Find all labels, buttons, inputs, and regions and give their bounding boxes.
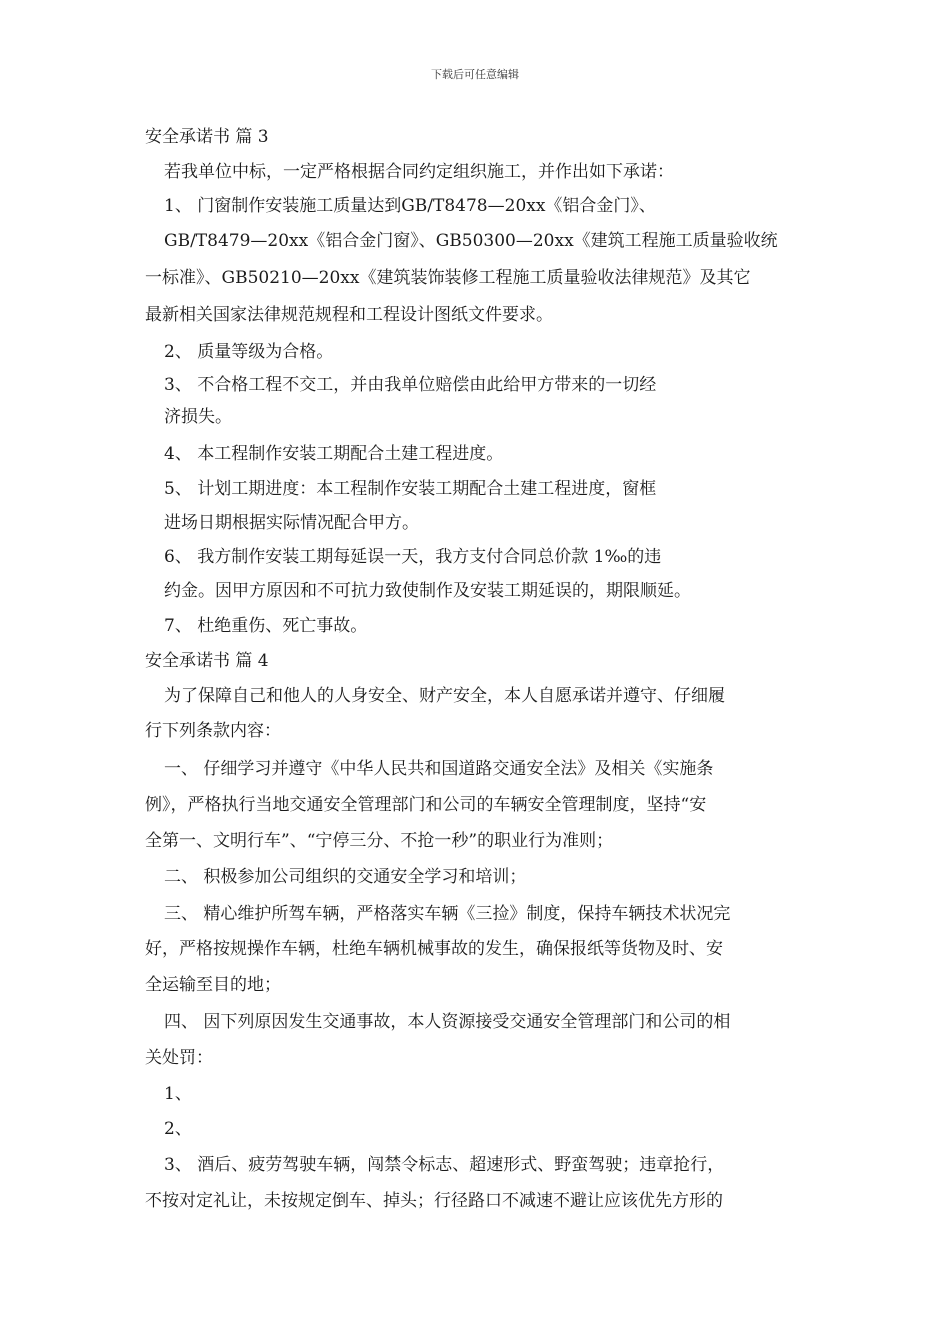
list-item-line: 7、 杜绝重伤、死亡事故。 (164, 616, 368, 636)
paragraph-line: 若我单位中标，一定严格根据合同约定组织施工，并作出如下承诺： (164, 162, 674, 182)
list-item-line: 2、 (164, 1119, 192, 1139)
section-heading-3: 安全承诺书 篇 3 (145, 127, 269, 147)
list-item-line: 4、 本工程制作安装工期配合土建工程进度。 (164, 444, 504, 464)
list-item-line: 3、 酒后、疲劳驾驶车辆，闯禁令标志、超速形式、野蛮驾驶；违章抢行， (164, 1155, 725, 1175)
paragraph-line: 济损失。 (164, 407, 232, 427)
paragraph-line: GB/T8479—20xx《铝合金门窗》、GB50300—20xx《建筑工程施工质量验收统 (164, 231, 778, 251)
paragraph-line: 全第一、文明行车”、“宁停三分、不抢一秒”的职业行为准则； (145, 831, 614, 851)
list-item-line: 5、 计划工期进度：本工程制作安装工期配合土建工程进度，窗框 (164, 479, 657, 499)
paragraph-line: 全运输至目的地； (145, 975, 281, 995)
list-item-line: 四、 因下列原因发生交通事故，本人资源接受交通安全管理部门和公司的相 (164, 1012, 731, 1032)
paragraph-line: 约金。因甲方原因和不可抗力致使制作及安装工期延误的，期限顺延。 (164, 581, 691, 601)
page-header-note: 下载后可任意编辑 (431, 68, 519, 81)
paragraph-line: 好，严格按规操作车辆，杜绝车辆机械事故的发生，确保报纸等货物及时、安 (145, 939, 723, 959)
list-item-line: 三、 精心维护所驾车辆，严格落实车辆《三捡》制度，保持车辆技术状况完 (164, 904, 731, 924)
paragraph-line: 关处罚： (145, 1048, 213, 1068)
list-item-line: 一、 仔细学习并遵守《中华人民共和国道路交通安全法》及相关《实施条 (164, 759, 714, 779)
list-item-line: 3、 不合格工程不交工，并由我单位赔偿由此给甲方带来的一切经 (164, 375, 657, 395)
paragraph-line: 一标准》、GB50210—20xx《建筑装饰装修工程施工质量验收法律规范》及其它 (145, 268, 751, 288)
list-item-line: 1、 (164, 1084, 192, 1104)
list-item-line: 1、 门窗制作安装施工质量达到GB/T8478—20xx《铝合金门》、 (164, 196, 656, 216)
paragraph-line: 例》，严格执行当地交通安全管理部门和公司的车辆安全管理制度，坚持“安 (145, 795, 707, 815)
paragraph-line: 为了保障自己和他人的人身安全、财产安全，本人自愿承诺并遵守、仔细履 (164, 686, 725, 706)
paragraph-line: 最新相关国家法律规范规程和工程设计图纸文件要求。 (145, 305, 553, 325)
list-item-line: 2、 质量等级为合格。 (164, 342, 334, 362)
paragraph-line: 进场日期根据实际情况配合甲方。 (164, 513, 419, 533)
list-item-line: 6、 我方制作安装工期每延误一天，我方支付合同总价款 1‰的违 (164, 547, 662, 567)
paragraph-line: 不按对定礼让，未按规定倒车、掉头；行径路口不减速不避让应该优先方形的 (145, 1191, 723, 1211)
section-heading-4: 安全承诺书 篇 4 (145, 651, 269, 671)
list-item-line: 二、 积极参加公司组织的交通安全学习和培训； (164, 867, 527, 887)
paragraph-line: 行下列条款内容： (145, 721, 281, 741)
